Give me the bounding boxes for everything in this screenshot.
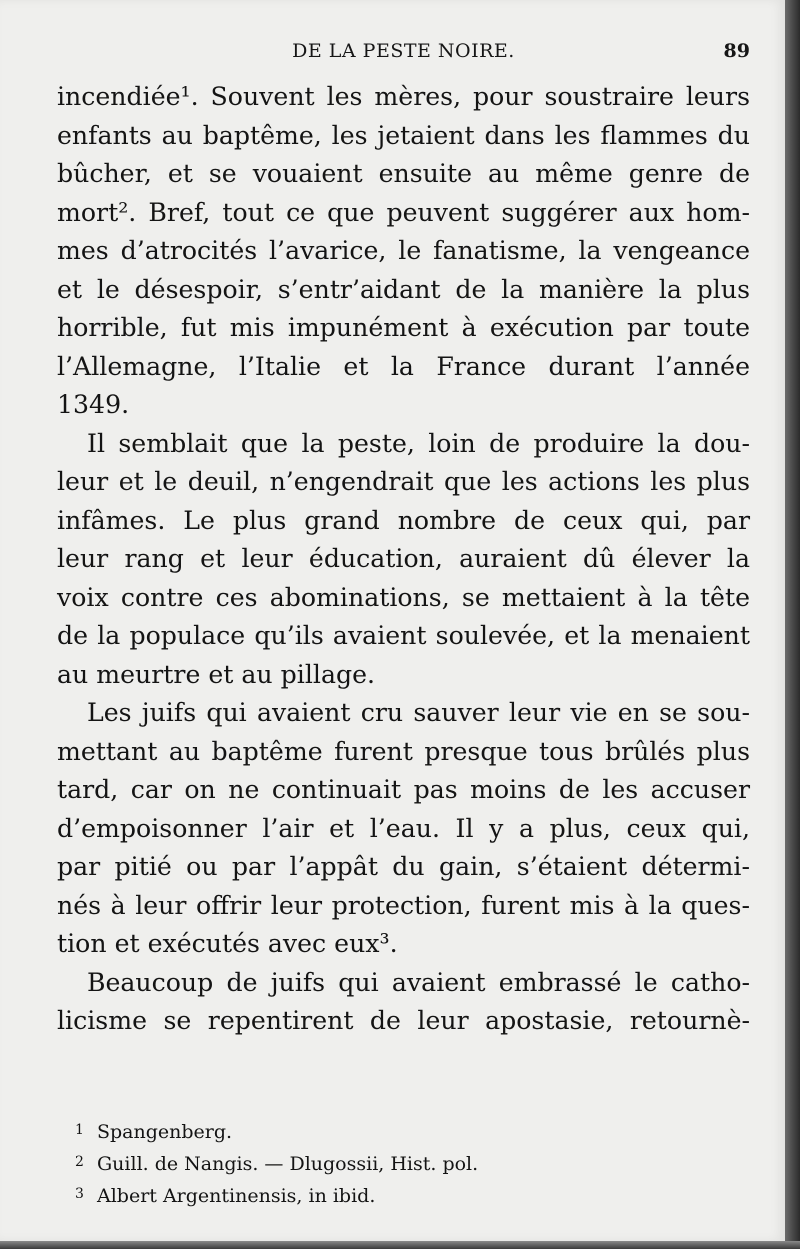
text-line: Il semblait que la peste, loin de produire la dou- [87, 428, 750, 458]
footnote-text: Guill. de Nangis. — Dlugossii, Hist. pol. [97, 1153, 479, 1175]
text-line: mort². Bref, tout ce que peuvent suggérer aux hom- [57, 197, 750, 227]
footnote-mark: 2 [75, 1154, 84, 1170]
text-line: Beaucoup de juifs qui avaient embrassé le catho- [87, 967, 750, 997]
footnote [75, 1179, 675, 1211]
text-line: au meurtre et au pillage. [57, 659, 375, 689]
text-line: mes d’atrocités l’avarice, le fanatisme, la vengeance [57, 236, 750, 265]
text-line: tion et exécutés avec eux³. [57, 929, 398, 958]
text-line: par pitié ou par l’appât du gain, s’étaient détermi- [57, 852, 750, 881]
body-text [57, 78, 750, 1041]
footnote-mark: 3 [75, 1186, 84, 1202]
footnotes [75, 1115, 675, 1211]
text-line: leur et le deuil, n’engendrait que les actions les plus [57, 467, 750, 496]
text-line: d’empoisonner l’air et l’eau. Il y a plus, ceux qui, [57, 813, 750, 843]
text-line: leur rang et leur éducation, auraient dû élever la [57, 544, 750, 573]
page-bottom-edge [0, 1241, 800, 1249]
text-line: et le désespoir, s’entr’aidant de la manière la plus [57, 274, 750, 304]
running-title: DE LA PESTE NOIRE. [292, 40, 515, 62]
text-line: infâmes. Le plus grand nombre de ceux qui, par [57, 505, 750, 535]
text-line: Les juifs qui avaient cru sauver leur vie en se sou- [87, 698, 750, 727]
footnote [75, 1147, 675, 1179]
text-line: incendiée¹. Souvent les mères, pour soustraire leurs [57, 82, 750, 111]
page-edge-shadow [785, 0, 800, 1249]
text-line: de la populace qu’ils avaient soulevée, et la menaient [57, 621, 750, 650]
text-line: 1349. [57, 390, 130, 419]
text-line: bûcher, et se vouaient ensuite au même genre de [57, 159, 750, 188]
text-line: tard, car on ne continuait pas moins de les accuser [57, 775, 750, 804]
text-line: nés à leur offrir leur protection, furent mis à la ques- [57, 890, 750, 920]
page-number: 89 [723, 40, 750, 62]
footnote-text: Spangenberg. [97, 1121, 233, 1143]
text-line: voix contre ces abominations, se mettaient à la tête [57, 582, 750, 612]
footnote [75, 1115, 675, 1147]
text-line: licisme se repentirent de leur apostasie, retournè- [57, 1006, 750, 1035]
footnote-text: Albert Argentinensis, in ibid. [97, 1185, 376, 1207]
footnote-mark: 1 [75, 1122, 84, 1138]
text-line: enfants au baptême, les jetaient dans les flammes du [57, 120, 750, 150]
page-header [57, 40, 750, 72]
text-line: horrible, fut mis impunément à exécution par toute [57, 313, 750, 342]
text-line: l’Allemagne, l’Italie et la France durant l’année [57, 351, 750, 381]
text-line: mettant au baptême furent presque tous brûlés plus [57, 736, 750, 766]
